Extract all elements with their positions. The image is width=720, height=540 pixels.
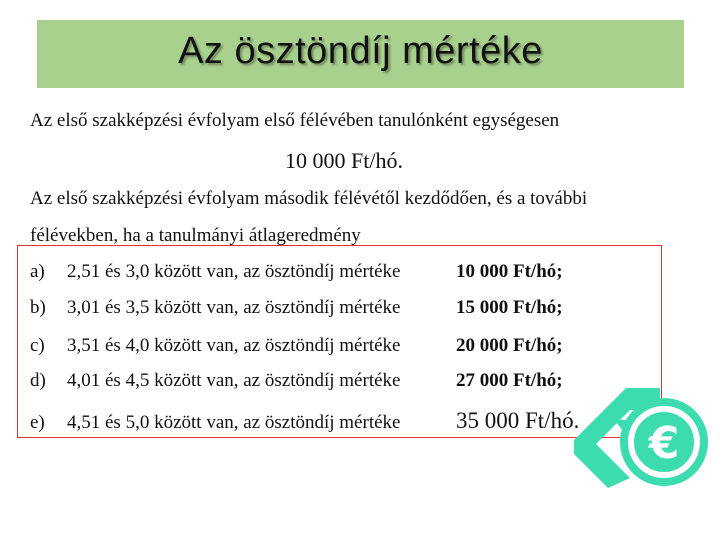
item-condition: 2,51 és 3,0 között van, az ösztöndíj mértéke xyxy=(67,261,401,282)
base-amount: 10 000 Ft/hó. xyxy=(285,148,403,173)
item-condition: 4,01 és 4,5 között van, az ösztöndíj mértéke xyxy=(67,370,401,391)
item-condition: 3,01 és 3,5 között van, az ösztöndíj mértéke xyxy=(67,297,401,318)
item-letter: a) xyxy=(30,261,45,282)
item-amount: 20 000 Ft/hó; xyxy=(456,335,563,356)
item-letter: c) xyxy=(30,335,45,356)
item-letter: d) xyxy=(30,370,46,391)
item-condition: 4,51 és 5,0 között van, az ösztöndíj mértéke xyxy=(67,412,401,433)
item-letter: b) xyxy=(30,297,46,318)
title-bar xyxy=(37,20,684,88)
euro-icon xyxy=(568,380,718,488)
item-amount: 35 000 Ft/hó. xyxy=(456,408,580,433)
item-amount: 27 000 Ft/hó; xyxy=(456,370,563,391)
item-condition: 3,51 és 4,0 között van, az ösztöndíj mértéke xyxy=(67,335,401,356)
page-title: Az ösztöndíj mértéke xyxy=(178,30,543,72)
item-amount: 15 000 Ft/hó; xyxy=(456,297,563,318)
intro-line-3: félévekben, ha a tanulmányi átlageredmény xyxy=(30,225,361,246)
item-amount: 10 000 Ft/hó; xyxy=(456,261,563,282)
intro-line-2: Az első szakképzési évfolyam második félévétől kezdődően, és a további xyxy=(30,188,588,209)
item-letter: e) xyxy=(30,412,45,433)
svg-text:€: € xyxy=(648,418,680,469)
intro-line-1: Az első szakképzési évfolyam első félévében tanulónként egységesen xyxy=(30,110,560,131)
